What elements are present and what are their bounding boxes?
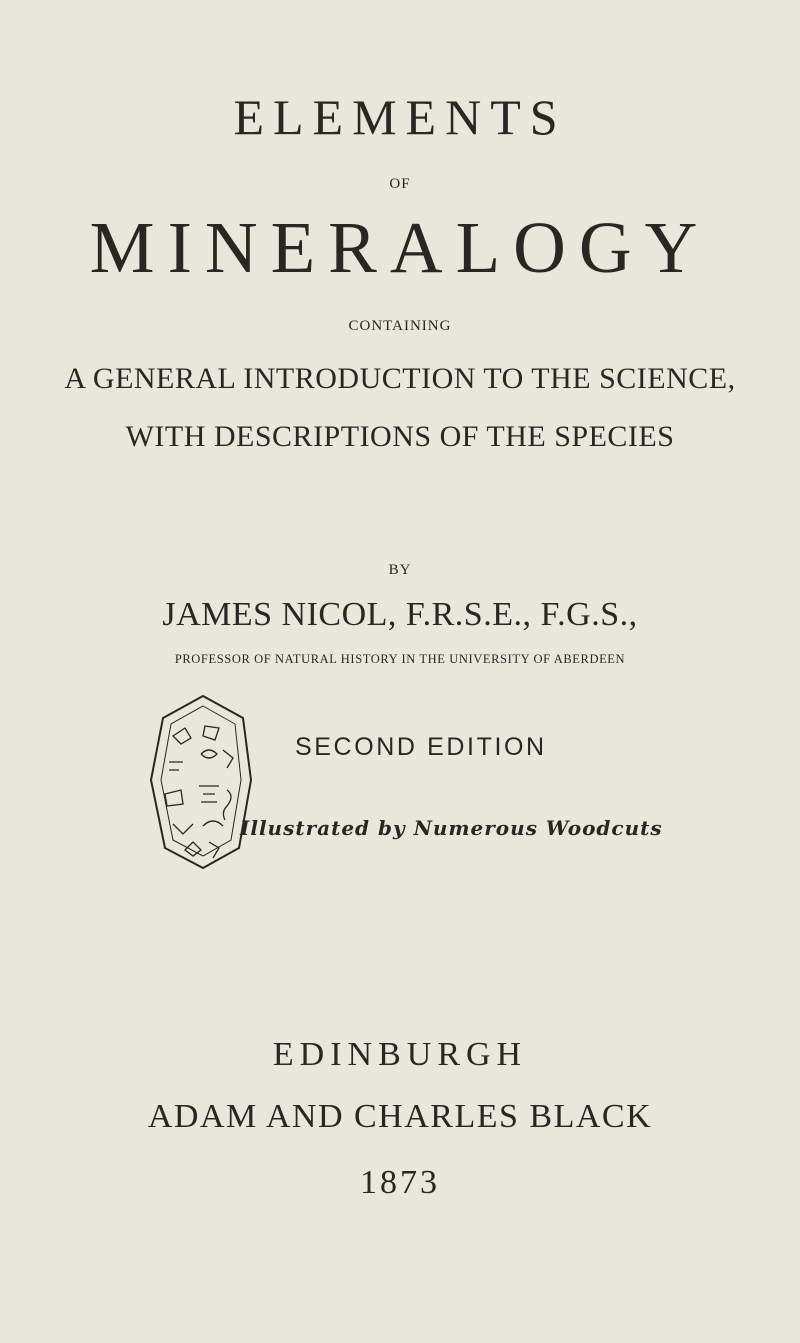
author-position: PROFESSOR OF NATURAL HISTORY IN THE UNIVERSITY OF ABERDEEN [174, 652, 626, 666]
title-connector: OF [389, 176, 411, 192]
title-line-2: MINERALOGY [89, 207, 711, 288]
illustration-note: Illustrated by Numerous Woodcuts [240, 816, 663, 840]
subtitle-line-1: A GENERAL INTRODUCTION TO THE SCIENCE, [64, 362, 736, 395]
subtitle-containing: CONTAINING [348, 318, 452, 334]
imprint-city: EDINBURGH [272, 1036, 528, 1073]
publisher-device-icon [143, 690, 273, 870]
edition-label: SECOND EDITION [295, 733, 547, 761]
imprint-publisher: ADAM AND CHARLES BLACK [147, 1098, 653, 1135]
author-name: JAMES NICOL, F.R.S.E., F.G.S., [162, 596, 638, 633]
subtitle-line-2: WITH DESCRIPTIONS OF THE SPECIES [125, 420, 675, 453]
imprint-year: 1873 [360, 1164, 440, 1201]
byline-label: BY [388, 562, 412, 578]
title-line-1: ELEMENTS [233, 89, 567, 145]
